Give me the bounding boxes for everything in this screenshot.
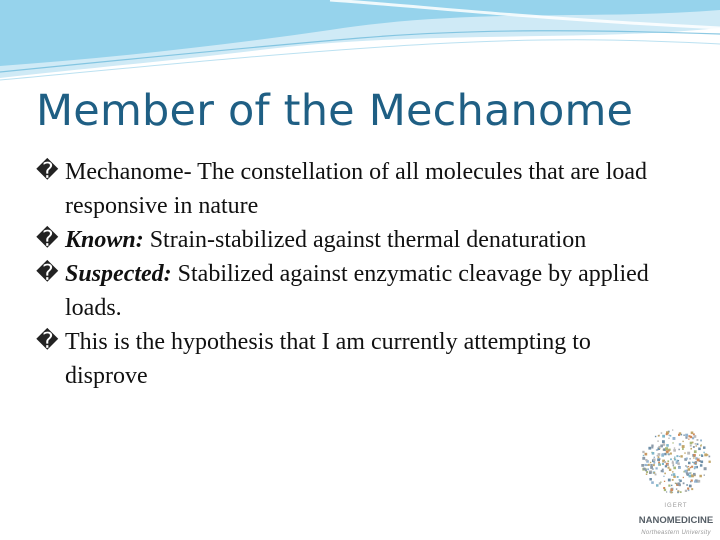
logo-dot (683, 477, 684, 478)
logo-dot (701, 455, 703, 457)
logo-dot (654, 457, 655, 458)
logo-dot (689, 458, 690, 459)
logo-dot (704, 475, 705, 476)
logo-dot (693, 454, 696, 457)
logo-dot (668, 479, 671, 482)
logo-dot (690, 481, 691, 482)
bullet-text: Strain-stabilized against thermal denaturation (143, 227, 587, 253)
logo-dot (697, 443, 699, 445)
logo-dot (685, 434, 688, 437)
logo-dot (656, 484, 659, 487)
logo-dot (660, 445, 663, 448)
logo-dot (673, 449, 676, 452)
logo-dot (680, 455, 682, 457)
logo-dot (682, 445, 685, 448)
logo-dot (689, 475, 692, 478)
logo-dot (645, 459, 647, 461)
logo-dot (672, 471, 673, 472)
logo-dot (680, 491, 682, 493)
logo-dot (653, 458, 656, 461)
logo-dot (674, 447, 675, 448)
logo-dot (670, 488, 673, 491)
logo-dot (692, 462, 693, 463)
logo-dot (666, 433, 668, 435)
bullet-list (36, 155, 676, 393)
logo-dot (677, 482, 680, 485)
logo-dot (698, 448, 701, 451)
logo-dot (704, 467, 707, 470)
logo-dot (679, 479, 681, 481)
logo-dot (657, 440, 659, 442)
logo-dot (691, 466, 693, 468)
logo-dot (693, 457, 694, 458)
logo-bottom-text: Northeastern University (641, 530, 711, 536)
logo-dot (684, 470, 687, 473)
logo-dot (679, 456, 680, 457)
nanomedicine-logo (632, 421, 720, 540)
logo-dot (672, 461, 674, 463)
logo-dot (677, 462, 680, 465)
logo-dot (667, 460, 669, 462)
header-wave-decoration (0, 0, 720, 90)
logo-dot (690, 436, 692, 438)
logo-dot (663, 487, 665, 489)
logo-dot (677, 476, 679, 478)
logo-dot (662, 453, 665, 456)
bullet-item (36, 257, 676, 325)
logo-dot (669, 469, 671, 471)
logo-dot (674, 457, 675, 458)
bullet-keyword: Known: (65, 227, 144, 253)
logo-dot (657, 458, 660, 461)
logo-dot (664, 489, 666, 491)
logo-dot (658, 453, 661, 456)
logo-dot (652, 452, 655, 455)
logo-dot (655, 436, 656, 437)
logo-dot (646, 471, 648, 473)
logo-dot (703, 452, 704, 453)
logo-dot (683, 482, 685, 484)
logo-dot (664, 481, 665, 482)
logo-dot (693, 446, 695, 448)
logo-dot (661, 470, 663, 472)
logo-dot (672, 442, 673, 443)
logo-dot (690, 442, 693, 445)
logo-dot (678, 460, 679, 461)
logo-dot (666, 444, 669, 447)
logo-dot (648, 464, 650, 466)
logo-dot (707, 454, 709, 456)
logo-dot (667, 464, 668, 465)
logo-dot (641, 464, 644, 467)
logo-dot (670, 458, 672, 460)
logo-dot (687, 488, 689, 490)
logo-main-text: NANOMEDICINE (638, 515, 714, 526)
logo-dot (669, 435, 670, 436)
logo-dot (682, 448, 684, 450)
logo-dot (668, 438, 669, 439)
logo-dot (694, 466, 696, 468)
logo-dot (642, 457, 645, 460)
logo-dot (683, 435, 684, 436)
logo-dot (649, 471, 652, 474)
logo-dot (658, 456, 660, 458)
logo-dot (673, 437, 676, 440)
bullet-item (36, 155, 676, 223)
logo-dot (699, 475, 702, 478)
logo-dot (676, 455, 678, 457)
logo-dot (665, 465, 667, 467)
logo-dot (690, 445, 692, 447)
logo-dot (689, 472, 691, 474)
logo-dot (644, 464, 646, 466)
logo-dot (693, 473, 696, 476)
logo-dot (671, 474, 672, 475)
logo-dot (694, 450, 697, 453)
logo-dot (698, 480, 701, 483)
logo-dot (690, 467, 692, 469)
logo-dot (666, 452, 667, 453)
bullet-item (36, 325, 676, 393)
logo-dot (665, 447, 668, 450)
logo-dot (662, 463, 664, 465)
bullet-icon: � (36, 329, 59, 354)
logo-dot (668, 453, 669, 454)
slide-title: Member of the Mechanome (36, 86, 634, 136)
logo-dot (674, 458, 676, 460)
logo-dot (688, 468, 691, 471)
logo-dot (694, 480, 696, 482)
logo-dot (688, 466, 689, 467)
logo-dot (682, 441, 683, 442)
logo-dot (650, 466, 653, 469)
logo-dot (688, 439, 689, 440)
logo-dot (656, 449, 657, 450)
bullet-icon: � (36, 227, 59, 252)
logo-dot (686, 472, 688, 474)
logo-dot (688, 490, 690, 492)
bullet-text: Mechanome- The constellation of all molecules that are load responsive in nature (65, 159, 648, 219)
logo-dot (679, 443, 681, 445)
logo-dot (664, 473, 666, 475)
logo-dot (654, 472, 656, 474)
logo-dot (689, 485, 692, 488)
logo-dot (668, 485, 670, 487)
logo-dot (686, 484, 688, 486)
logo-dot (677, 492, 679, 494)
logo-dot (658, 446, 660, 448)
logo-dot (643, 468, 645, 470)
logo-dot (672, 429, 673, 430)
logo-dot (696, 445, 697, 446)
logo-dot (709, 461, 711, 463)
logo-dot (700, 440, 702, 442)
logo-dot (678, 449, 680, 451)
logo-dot (673, 473, 676, 476)
logo-dot (659, 482, 661, 484)
logo-dot (670, 453, 672, 455)
logo-dot (700, 464, 703, 467)
logo-dot (688, 462, 691, 465)
bullet-item (36, 223, 676, 257)
logo-dot (686, 458, 688, 460)
logo-dot (687, 452, 690, 455)
bullet-icon: � (36, 261, 59, 286)
logo-dot (673, 467, 676, 470)
logo-dot (684, 452, 685, 453)
logo-dot (666, 491, 667, 492)
logo-dot (661, 432, 663, 434)
logo-dot (672, 479, 674, 481)
logo-dot (690, 448, 692, 450)
logo-dot (658, 435, 660, 437)
logo-dot (700, 445, 702, 447)
logo-dot (691, 488, 693, 490)
bullet-icon: � (36, 159, 59, 184)
logo-dot (653, 461, 655, 463)
logo-dot (671, 485, 672, 486)
logo-dot (645, 453, 647, 455)
logo-dot (685, 490, 687, 492)
logo-dot (698, 458, 699, 459)
logo-dot (703, 446, 706, 449)
logo-dot (656, 467, 658, 469)
logo-dot (668, 467, 670, 469)
logo-dot (699, 455, 700, 456)
logo-dot (650, 462, 651, 463)
bullet-text: This is the hypothesis that I am currently attempting to disprove (65, 329, 591, 389)
logo-dot (650, 464, 652, 466)
logo-dot (662, 435, 665, 438)
logo-dot (694, 435, 697, 438)
logo-dot (659, 464, 661, 466)
logo-dot (662, 440, 665, 443)
logo-dot (685, 465, 687, 467)
logo-dot (664, 461, 666, 463)
logo-dot (655, 474, 657, 476)
bullet-text: Stabilized against enzymatic cleavage by applied loads. (65, 261, 649, 321)
logo-dot (670, 435, 672, 437)
logo-dot (649, 478, 652, 481)
logo-dot (676, 488, 677, 489)
logo-dot (709, 456, 711, 458)
logo-dot (663, 476, 664, 477)
logo-dot (653, 464, 655, 466)
logo-dot (648, 447, 651, 450)
logo-dot (642, 451, 644, 453)
logo-dot (647, 468, 649, 470)
bullet-keyword: Suspected: (65, 261, 172, 287)
logo-dot (693, 433, 695, 435)
logo-dot (673, 464, 675, 466)
logo-dot (652, 469, 653, 470)
logo-dot (695, 443, 697, 445)
logo-dot (643, 455, 644, 456)
logo-dot (695, 463, 697, 465)
logo-dot (651, 481, 654, 484)
logo-dot (701, 461, 704, 464)
logo-dot (651, 445, 653, 447)
logo-dot (678, 434, 680, 436)
logo-top-text: IGERT (664, 503, 688, 509)
logo-dot (646, 474, 648, 476)
logo-dot (697, 439, 699, 441)
logo-dot (685, 437, 687, 439)
logo-dot (670, 491, 672, 493)
logo-dot (679, 466, 680, 467)
logo-dot-cluster-icon (632, 421, 720, 501)
